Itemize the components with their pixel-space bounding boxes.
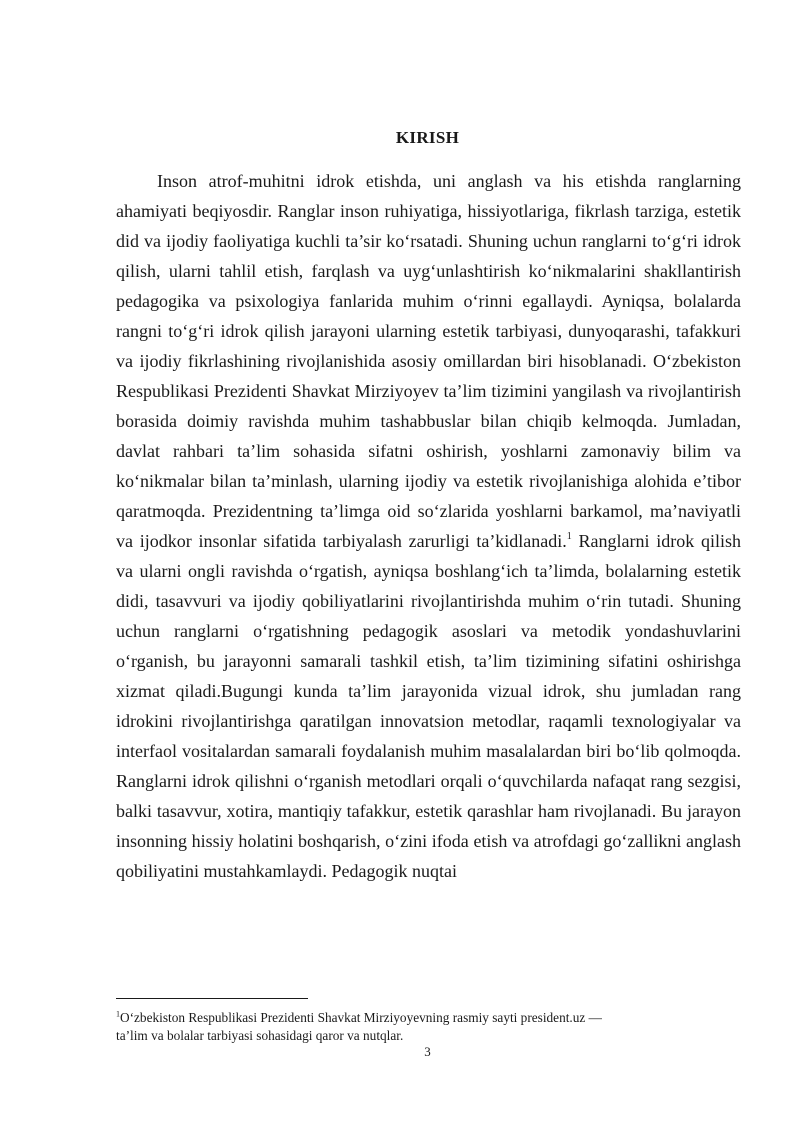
footnote-line-1 [116,1009,736,1027]
footnote-mark: 1 [116,1009,120,1019]
page-number: 3 [424,1044,431,1059]
footnote-reference[interactable]: 1 [566,531,572,542]
page-title: KIRISH [395,128,460,147]
paragraph-text-part-2: Ranglarni idrok qilish va ularni ongli ravishda o‘rgatish, ayniqsa boshlang‘ich ta’limda, bolalarning estetik didi, tasavvuri va ijodiy qobiliyatlarini rivojlantirishda muhim o‘rin tutadi. Shuning uchun ranglarni o‘rgatishning pedagogik asoslari va metodik yondashuvlarini o‘rganish, bu jarayonni samarali tashkil etish, ta’lim tizimining sifatini oshirishga xizmat qiladi.Bugungi kunda ta’lim jarayonida vizual idrok, shu jumladan rang idrokini rivojlantirishga qaratilgan innovatsion metodlar, raqamli texnologiyalar va interfaol vositalardan samarali foydalanish muhim masalalardan biri bo‘lib qolmoqda. Ranglarni idrok qilishni o‘rganish metodlari orqali o‘quvchilarda nafaqat rang sezgisi, balki tasavvur, xotira, mantiqiy tafakkur, estetik qarashlar ham rivojlanadi. Bu jarayon insonning hissiy holatini boshqarish, o‘zini ifoda etish va atrofdagi go‘zallikni anglash qobiliyatini mustahkamlaydi. Pedagogik nuqtai [116,531,741,881]
paragraph-text-part-1: Inson atrof-muhitni idrok etishda, uni anglash va his etishda ranglarning ahamiyati beqiyosdir. Ranglar inson ruhiyatiga, hissiyotlariga, fikrlash tarziga, estetik did va ijodiy faoliyatiga kuchli ta’sir ko‘rsatadi. Shuning uchun ranglarni to‘g‘ri idrok qilish, ularni tahlil etish, farqlash va uyg‘unlashtirish ko‘nikmalarini shakllantirish pedagogika va psixologiya fanlarida muhim o‘rinni egallaydi. Ayniqsa, bolalarda rangni to‘g‘ri idrok qilish jarayoni ularning estetik tarbiyasi, dunyoqarashi, tafakkuri va ijodiy fikrlashining rivojlanishida asosiy omillardan biri hisoblanadi. O‘zbekiston Respublikasi Prezidenti Shavkat Mirziyoyev ta’lim tizimini yangilash va rivojlantirish borasida doimiy ravishda muhim tashabbuslar bilan chiqib kelmoqda. Jumladan, davlat rahbari ta’lim sohasida sifatni oshirish, yoshlarni zamonaviy bilim va ko‘nikmalar bilan ta’minlash, ularning ijodiy va estetik rivojlanishiga alohida e’tibor qaratmoqda. Prezidentning ta’limga oid so‘zlarida yoshlarni barkamol, ma’naviyatli va ijodkor insonlar sifatida tarbiyalash zarurligi ta’kidlanadi. [116,171,741,551]
footnote-text-2: ta’lim va bolalar tarbiyasi sohasidagi qaror va nutqlar. [116,1028,404,1043]
footnote-separator [116,998,308,999]
footnote [116,1009,736,1045]
footnote-text-1: O‘zbekiston Respublikasi Prezidenti Shavkat Mirziyoyevning rasmiy sayti president.uz — [120,1010,602,1025]
body-paragraph [116,166,741,886]
